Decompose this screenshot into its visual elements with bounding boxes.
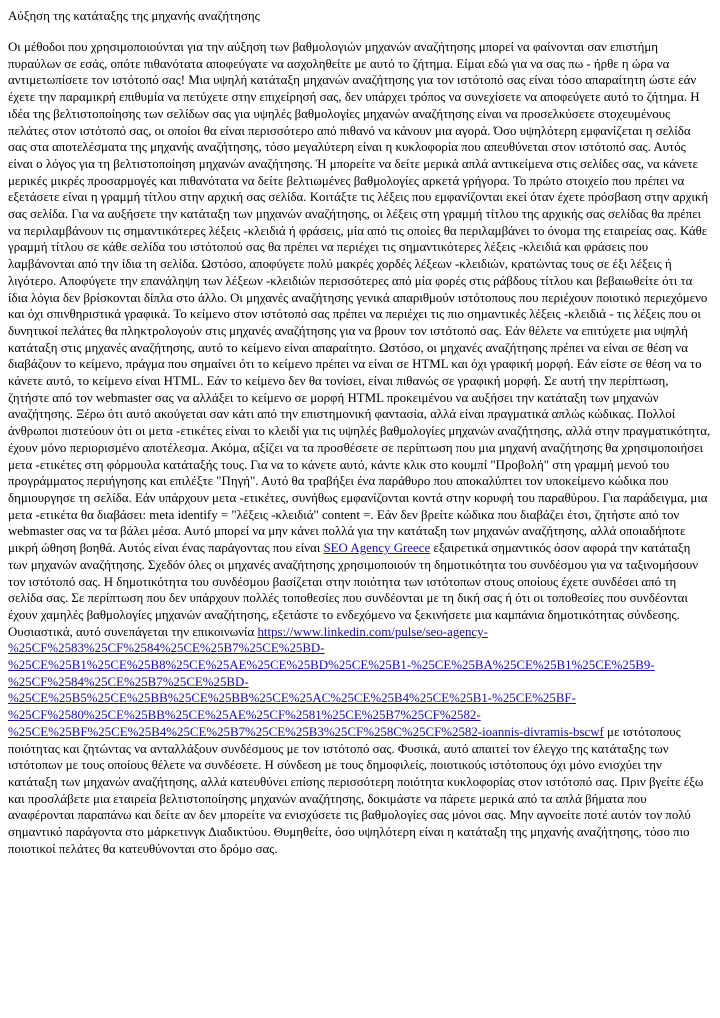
linkedin-article-link[interactable]: https://www.linkedin.com/pulse/seo-agency-%25CF%2583%25CF%2584%25CE%25B7%25CE%25BD-%25CE%25B1%25CE%25B8%25CE%25AE%25CE%25BD%25CE%25B1-%25CE%25BA%25CE%25B1%25CE%25B9-%25CF%2584%25CE%25B7%25CE%25BD-%25CE%25B5%25CE%25BB%25CE%25BB%25CE%25AC%25CE%25B4%25CE%25B1-%25CE%25BF-%25CF%2580%25CE%25BB%25CE%25AE%25CF%2581%25CE%25B7%25CF%2582-%25CE%25BF%25CE%25B4%25CE%25B7%25CE%25B3%25CF%258C%25CF%2582-ioannis-divramis-bscwf: [8, 624, 655, 739]
article-body: [8, 39, 712, 857]
article-text-part-2: εξαιρετικά σημαντικός όσον αφορά την κατάταξη των μηχανών αναζήτησης. Σχεδόν όλες οι μηχανές αναζήτησης χρησιμοποιούν τη δημοτικότητα του συνδέσμου για να ταξινομήσουν τον ιστότοπό σας. Η δημοτικότητα του συνδέσμου βασίζεται στην ποιότητα των ιστότοπων στους οποίους έχετε συνδέσει από τη σελίδα σας. Σε περίπτωση που δεν υπάρχουν πολλές τοποθεσίες που συνδέονται με τη δική σας ή ότι οι τοποθεσίες που συνδέονται έχουν χαμηλές βαθμολογίες μηχανών αναζήτησης, εξετάστε το ενδεχόμενο να ξεκινήσετε μια καμπάνια δημοτικότητας σύνδεσης. Ουσιαστικά, αυτό συνεπάγεται την επικοινωνία: [8, 541, 699, 639]
article-text-part-3: με ιστότοπους ποιότητας και ζητώντας να ανταλλάξουν συνδέσμους με τον ιστότοπό σας. Φυσικά, αυτό απαιτεί τον έλεγχο της κατάταξης των ιστότοπων με τους οποίους θέλετε να συνδέσετε. Η σύνδεση με τους δημοφιλείς, ποιοτικούς ιστότοπους όχι μόνο ενισχύει την κατάταξη των μηχανών αναζήτησης, αλλά κατευθύνει επίσης περισσότερη ποιότητα κυκλοφορίας στον ιστότοπό σας. Πριν βγείτε έξω και προσλάβετε μια εταιρεία βελτιστοποίησης μηχανών αναζήτησης, δοκιμάστε να πάρετε μερικά από τα απλά βήματα που αναφέρονται παραπάνω και δείτε αν δεν μπορείτε να ενισχύσετε τις βαθμολογίες σας μόνοι σας. Μην αγνοείτε ποτέ αυτόν τον πολύ σημαντικό παράγοντα στο μάρκετινγκ Διαδικτύου. Θυμηθείτε, όσο υψηλότερη είναι η κατάταξη της μηχανής αναζήτησης, τόσο πιο ποιοτικοί πελάτες θα κατευθύνονται στο δρόμο σας.: [8, 724, 704, 856]
article-text-part-1: Οι μέθοδοι που χρησιμοποιούνται για την αύξηση των βαθμολογιών μηχανών αναζήτησης μπορεί να φαίνονται σαν επιστήμη πυραύλων σε εσάς, οπότε πιθανότατα αποφεύγατε να ασχοληθείτε με αυτό το ζήτημα. Είμαι εδώ για να σας πω - ήρθε η ώρα να αντιμετωπίσετε τον ιστότοπό σας! Μια υψηλή κατάταξη μηχανών αναζήτησης για τον ιστότοπό σας είναι τόσο απαραίτητη ώστε εάν έχετε την παραμικρή επιθυμία να πετύχετε στην επιχείρησή σας, δεν υπάρχει τρόπος να συνεχίσετε να αποφεύγετε αυτό το ζήτημα. Η ιδέα της βελτιστοποίησης των σελίδων σας για υψηλές βαθμολογίες μηχανών αναζήτησης είναι να προσελκύσετε στοχευμένους πελάτες στον ιστότοπό σας, οι οποίοι θα είναι περισσότερο από πιθανό να κάνουν μια αγορά. Όσο υψηλότερη εμφανίζεται η σελίδα σας στα αποτελέσματα της μηχανής αναζήτησης, τόσο μεγαλύτερη είναι η κυκλοφορία που απευθύνεται στον ιστότοπό σας. Αυτός είναι ο λόγος για τη βελτιστοποίηση μηχανών αναζήτησης. Ή μπορείτε να δείτε μερικά απλά αντικείμενα στις σελίδες σας, να κάνετε μερικές μικρές προσαρμογές και πιθανότατα να δείτε βελτιωμένες βαθμολογίες αρκετά γρήγορα. Το πρώτο στοιχείο που πρέπει να εξετάσετε είναι η γραμμή τίτλου στην αρχική σας σελίδα. Κοιτάξτε τις λέξεις που εμφανίζονται εκεί όταν έχετε πρόσβαση στην αρχική σας σελίδα. Για να αυξήσετε την κατάταξη των μηχανών αναζήτησης, οι λέξεις στη γραμμή τίτλου της αρχικής σας σελίδας θα πρέπει να περιλαμβάνουν τις σημαντικότερες λέξεις -κλειδιά ή φράσεις, μία από τις οποίες θα περιλαμβάνει το όνομα της εταιρείας σας. Κάθε γραμμή τίτλου σε κάθε σελίδα του ιστότοπού σας θα πρέπει να περιέχει τις σημαντικότερες λέξεις -κλειδιά και φράσεις που λαμβάνονται από την ίδια τη σελίδα. Ωστόσο, αποφύγετε πολύ μακρές χορδές λέξεων -κλειδιών, κρατώντας τους σε έξι λέξεις ή λιγότερο. Αποφύγετε την επανάληψη των λέξεων -κλειδιών περισσότερες από μία φορές στις ράβδους τίτλου και βεβαιωθείτε ότι τα ίδια λόγια δεν βρίσκονται δίπλα στο άλλο. Οι μηχανές αναζήτησης γενικά απαριθμούν ιστότοπους που περιέχουν ποιοτικό περιεχόμενο και όχι σπινθηριστικά γραφικά. Το κείμενο στον ιστότοπό σας πρέπει να περιέχει τις πιο σημαντικές λέξεις -κλειδιά - τις λέξεις που οι δυνητικοί πελάτες θα πληκτρολογούν στις μηχανές αναζήτησης για να βρουν τον ιστότοπό σας. Εάν θέλετε να επιτύχετε μια υψηλή κατάταξη στις μηχανές αναζήτησης, αυτό το κείμενο είναι απαραίτητο. Ωστόσο, οι μηχανές αναζήτησης πρέπει να είναι σε θέση να διαβάζουν το κείμενο, πράγμα που σημαίνει ότι το κείμενο πρέπει να είναι σε HTML και όχι γραφική μορφή. Εάν είστε σε θέση να το κάνετε αυτό, το κείμενο είναι HTML. Εάν το κείμενο δεν θα τονίσει, είναι πιθανώς σε γραφική μορφή. Σε αυτή την περίπτωση, ζητήστε από τον webmaster σας να αλλάξει το κείμενο σε μορφή HTML προκειμένου να αυξήσει την κατάταξη των μηχανών αναζήτησης. Ξέρω ότι αυτό ακούγεται σαν κάτι από την επιστημονική φαντασία, αλλά είναι πραγματικά απλώς κώδικας. Πολλοί άνθρωποι πιστεύουν ότι οι μετα -ετικέτες είναι το κλειδί για τις υψηλές βαθμολογίες μηχανών αναζήτησης, αλλά στην πραγματικότητα, έχουν μόνο περιορισμένο αποτέλεσμα. Ακόμα, αξίζει να τα προσθέσετε σε περίπτωση που μια μηχανή αναζήτησης θα χρησιμοποιήσει μετα -ετικέτες στη φόρμουλα κατάταξής τους. Για να το κάνετε αυτό, κάντε κλικ στο κουμπί "Προβολή" στη γραμμή μενού του προγράμματος περιήγησης και επιλέξτε "Πηγή". Αυτό θα τραβήξει ένα παράθυρο που αποκαλύπτει τον υποκείμενο κώδικα που δημιουργησε τη σελίδα. Εάν υπάρχουν μετα -ετικέτες, συνήθως εμφανίζονται κοντά στην κορυφή του παραθύρου. Για παράδειγμα, μια μετα -ετικέτα θα διαβάσει: meta identify = "λέξεις -κλειδιά" content =. Εάν δεν βρείτε κώδικα που διαβάζει έτσι, ζητήστε από τον webmaster σας να τα βάλει μέσα. Αυτό μπορεί να μην κάνει πολλά για την κατάταξη των μηχανών αναζήτησης, αλλά οποιαδήποτε μικρή ώθηση βοηθά. Αυτός είναι ένας παράγοντας που είναι: [8, 40, 711, 556]
page-title: Αύξηση της κατάταξης της μηχανής αναζήτησης: [8, 9, 260, 23]
seo-agency-greece-link[interactable]: SEO Agency Greece: [323, 541, 431, 556]
